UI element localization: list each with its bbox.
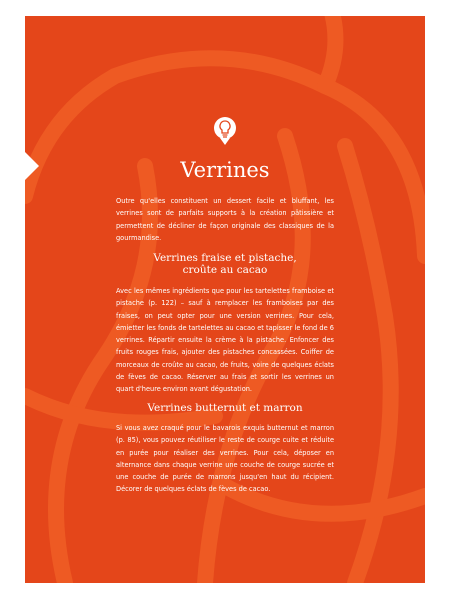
section-heading-butternut: Verrines butternut et marron [147, 402, 303, 414]
page-edge-notch [25, 152, 39, 180]
intro-paragraph: Outre qu'elles constituent un dessert facile et bluffant, les verrines sont de parfaits supports à la création pâtissière et permettent de décliner de façon originale des classiques de la gourmandise. [116, 197, 334, 242]
lightbulb-icon [213, 116, 237, 146]
section-body-butternut: Si vous avez craqué pour le bavarois exquis butternut et marron (p. 85), vous pouvez réutiliser le reste de courge cuite et réduite en purée pour réaliser des verrines. Pour cela, déposer en alternance dans chaque verrine une couche de courge sucrée et une couche de purée de marrons jusqu'en haut du récipient. Décorer de quelques éclats de fèves de cacao. [116, 424, 334, 494]
recipe-page [25, 16, 425, 583]
section-heading-fraise [65, 252, 385, 276]
page-title: Verrines [180, 158, 270, 182]
section-heading-fraise-line1: Verrines fraise et pistache, [153, 252, 297, 264]
section-body-fraise: Avec les mêmes ingrédients que pour les tartelettes framboise et pistache (p. 122) – sauf à remplacer les framboises par des fraises, on peut opter pour une version verrines. Pour cela, émietter les fonds de tartelettes au cacao et tapisser le fond de 6 verrines. Répartir ensuite la crème à la pistache. Enfoncer des fruits rouges frais, ajouter des pistaches concassées. Coiffer de morceaux de croûte au cacao, de fruits, voire de quelques éclats de fèves de cacao. Réserver au frais et sortir les verrines un quart d'heure environ avant dégustation. [116, 287, 334, 394]
section-heading-fraise-line2: croûte au cacao [182, 264, 268, 276]
